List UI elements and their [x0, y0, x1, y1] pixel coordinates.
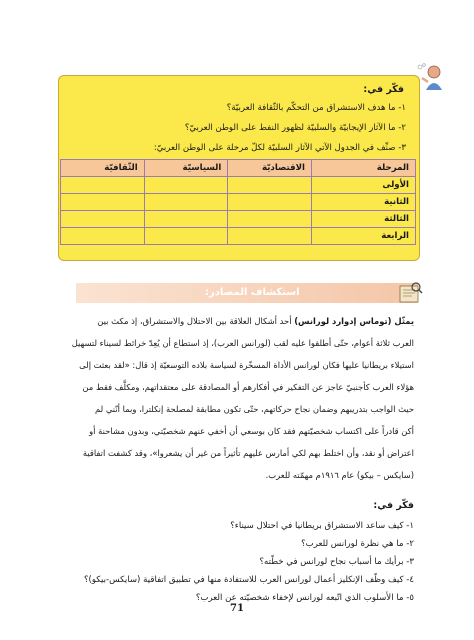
paragraph-line-3: استيلاء بريطانيا عليها فكان لورانس الأداة المسخّرة لسياسة بلاده التوسعيّة إذ قال: «لقد بعثت إلى — [79, 360, 414, 370]
think-again-question-1: ١- كيف ساعد الاستشراق بريطانيا في احتلال سيناء؟ — [230, 521, 414, 531]
thinking-person-icon — [412, 62, 450, 92]
document-explore-icon — [396, 280, 424, 306]
paragraph-text: أحد أشكال العلاقة بين الاحتلال والاستشراق، إذ مكث بين — [97, 316, 295, 326]
table-cell[interactable] — [228, 228, 312, 245]
table-cell[interactable] — [144, 211, 228, 228]
table-header-row — [61, 160, 416, 177]
stage-label: الأولى — [312, 177, 416, 194]
table-cell[interactable] — [61, 194, 145, 211]
header-cultural: الثّقافيّة — [61, 160, 145, 177]
think-again-title: فكّر في: — [373, 500, 414, 511]
table-row — [61, 228, 416, 245]
think-question-1: ١- ما هدف الاستشراق من التحكّم بالثّقافة العربيّة؟ — [226, 103, 406, 113]
paragraph-line-8: (سايكس – بيكو) عام ١٩١٦م مهمّته للعرب. — [265, 470, 414, 480]
table-cell[interactable] — [61, 228, 145, 245]
think-again-question-3: ٣- برأيك ما أسباب نجاح لورانس في خطّته؟ — [259, 557, 414, 567]
header-economic: الاقتصاديّة — [228, 160, 312, 177]
think-again-question-5: ٥- ما الأسلوب الذي اتّبعه لورانس لإخفاء شخصيّته عن العرب؟ — [195, 593, 414, 603]
paragraph-bold: يمثّل (توماس إدوارد لورانس) — [294, 316, 414, 326]
stage-label: الثالثة — [312, 211, 416, 228]
paragraph-line-7: اعتراض أو نقد، وأن اختلط بهم لكي أمارس عليهم تأثيراً من غير أن يشعروا»، وقد كشفت اتفاقية — [82, 448, 414, 458]
page-number: 71 — [230, 603, 244, 614]
table-row — [61, 194, 416, 211]
paragraph-line-1 — [97, 316, 414, 326]
table-cell[interactable] — [228, 177, 312, 194]
stage-label: الثانية — [312, 194, 416, 211]
table-cell[interactable] — [144, 228, 228, 245]
think-again-question-2: ٢- ما هي نظرة لورانس للعرب؟ — [301, 539, 414, 549]
think-again-question-4: ٤- كيف وظّف الإنكليز أعمال لورانس العرب للاستفادة منها في تطبيق اتفاقية (سايكس-بيكو)؟ — [83, 575, 414, 585]
table-cell[interactable] — [228, 194, 312, 211]
paragraph-line-4: هؤلاء العرب كأجنبيّ عاجز عن التفكير في أفكارهم أو المصادقة على معتقداتهم، ومكلَّف فقط من — [82, 382, 414, 392]
paragraph-line-5: حيث الواجب بتدريبهم وضمان نجاح حركاتهم، حتّى تكون مطابقة لمصلحة إنكلترا، وبما أنّني لم — [95, 404, 414, 414]
table-cell[interactable] — [144, 194, 228, 211]
table-cell[interactable] — [228, 211, 312, 228]
stage-label: الرابعة — [312, 228, 416, 245]
header-political: السياسيّة — [144, 160, 228, 177]
paragraph-line-6: أكن قادراً على اكتساب شخصيّتهم فقد كان بوسعي أن أخفي عنهم شخصيّتي، وبدون مشاحنة أو — [89, 426, 414, 436]
sources-title: استكشاف المصادر: — [205, 287, 300, 298]
think-question-2: ٢- ما الآثار الإيجابيّة والسلبيّة لظهور النفط على الوطن العربيّ؟ — [184, 123, 406, 133]
table-cell[interactable] — [61, 177, 145, 194]
think-question-3: ٣- صنِّف في الجدول الآتي الآثار السلبيّة لكلّ مرحلة على الوطن العربيّ: — [153, 143, 406, 153]
think-title: فكّر في: — [363, 84, 404, 95]
stages-table — [60, 159, 416, 245]
header-stage: المرحلة — [312, 160, 416, 177]
table-row — [61, 211, 416, 228]
paragraph-line-2: العرب ثلاثة أعوام، حتّى أطلقوا عليه لقب (لورانس العرب)، إذ استطاع أن يُعِدّ خرائط لسيناء لتسهيل — [71, 338, 414, 348]
table-cell[interactable] — [144, 177, 228, 194]
table-row — [61, 177, 416, 194]
table-cell[interactable] — [61, 211, 145, 228]
